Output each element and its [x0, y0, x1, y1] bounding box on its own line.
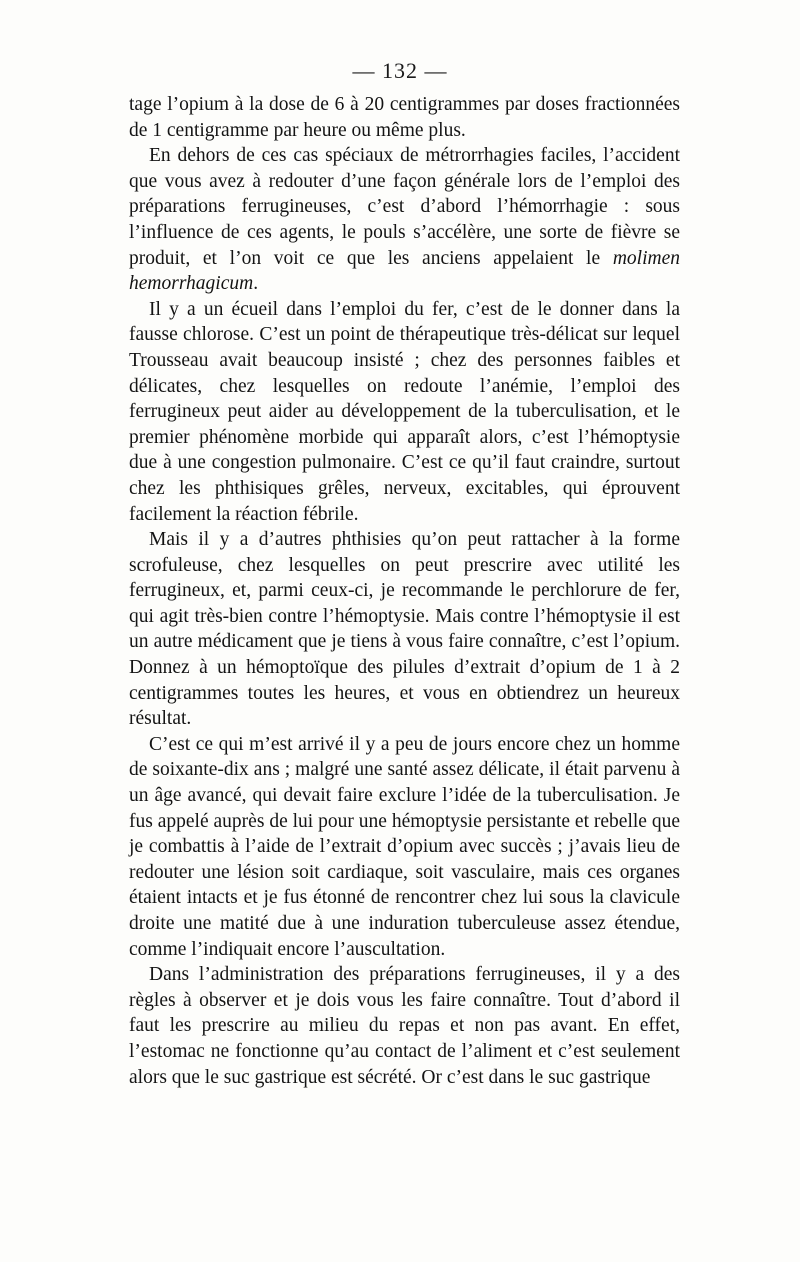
paragraph-2-end: .	[253, 273, 259, 295]
page-number: — 132 —	[352, 58, 448, 83]
paragraph-3: Il y a un écueil dans l’emploi du fer, c’est de le donner dans la fausse chlorose. C’est un point de thérapeutique très-délicat sur lequel Trousseau avait beaucoup insisté ; chez des personnes faibles et délicates, chez lesquelles on redoute l’anémie, l’emploi des ferrugineux peut aider au développement de la tuberculisation, et le premier phénomène morbide qui apparaît alors, c’est l’hémoptysie due à une congestion pulmonaire. C’est ce qu’il faut craindre, surtout chez les phthisiques grêles, nerveux, excitables, qui éprouvent facilement la réaction fébrile.	[129, 298, 680, 525]
italic-term: molimen hemorrhagicum	[129, 247, 680, 295]
body-text	[129, 92, 680, 1090]
paragraph-6: Dans l’administration des préparations ferrugineuses, il y a des règles à observer et je dois vous les faire connaître. Tout d’abord il faut les prescrire au milieu du repas et non pas avant. En effet, l’estomac ne fonctionne qu’au contact de l’aliment et c’est seulement alors que le suc gastrique est sécrété. Or c’est dans le suc gastrique	[129, 964, 680, 1088]
paragraph-2	[129, 143, 680, 297]
paragraph-2-text: En dehors de ces cas spéciaux de métrorrhagies faciles, l’accident que vous avez à redouter d’une façon générale lors de l’emploi des préparations ferrugineuses, c’est d’abord l’hémorrhagie : sous l’influence de ces agents, le pouls s’accélère, une sorte de fièvre se produit, et l’on voit ce que les anciens appelaient le	[129, 145, 680, 269]
paragraph-5: C’est ce qui m’est arrivé il y a peu de jours encore chez un homme de soixante-dix ans ; malgré une santé assez délicate, il était parvenu à un âge avancé, qui devait faire exclure l’idée de la tuberculisation. Je fus appelé auprès de lui pour une hémoptysie persistante et rebelle que je combattis à l’aide de l’extrait d’opium avec succès ; j’avais lieu de redouter une lésion soit cardiaque, soit vasculaire, mais ces organes étaient intacts et je fus étonné de rencontrer chez lui sous la clavicule droite une matité due à une induration tuberculeuse assez étendue, comme l’indiquait encore l’auscultation.	[129, 733, 680, 960]
paragraph-1: tage l’opium à la dose de 6 à 20 centigrammes par doses fractionnées de 1 centigramme par heure ou même plus.	[129, 94, 680, 141]
paragraph-4: Mais il y a d’autres phthisies qu’on peut rattacher à la forme scrofuleuse, chez lesquelles on peut prescrire avec utilité les ferrugineux, et, parmi ceux-ci, je recommande le perchlorure de fer, qui agit très-bien contre l’hémoptysie. Mais contre l’hémoptysie il est un autre médicament que je tiens à vous faire connaître, c’est l’opium. Donnez à un hémoptoïque des pilules d’extrait d’opium de 1 à 2 centigrammes toutes les heures, et vous en obtiendrez un heureux résultat.	[129, 529, 680, 730]
